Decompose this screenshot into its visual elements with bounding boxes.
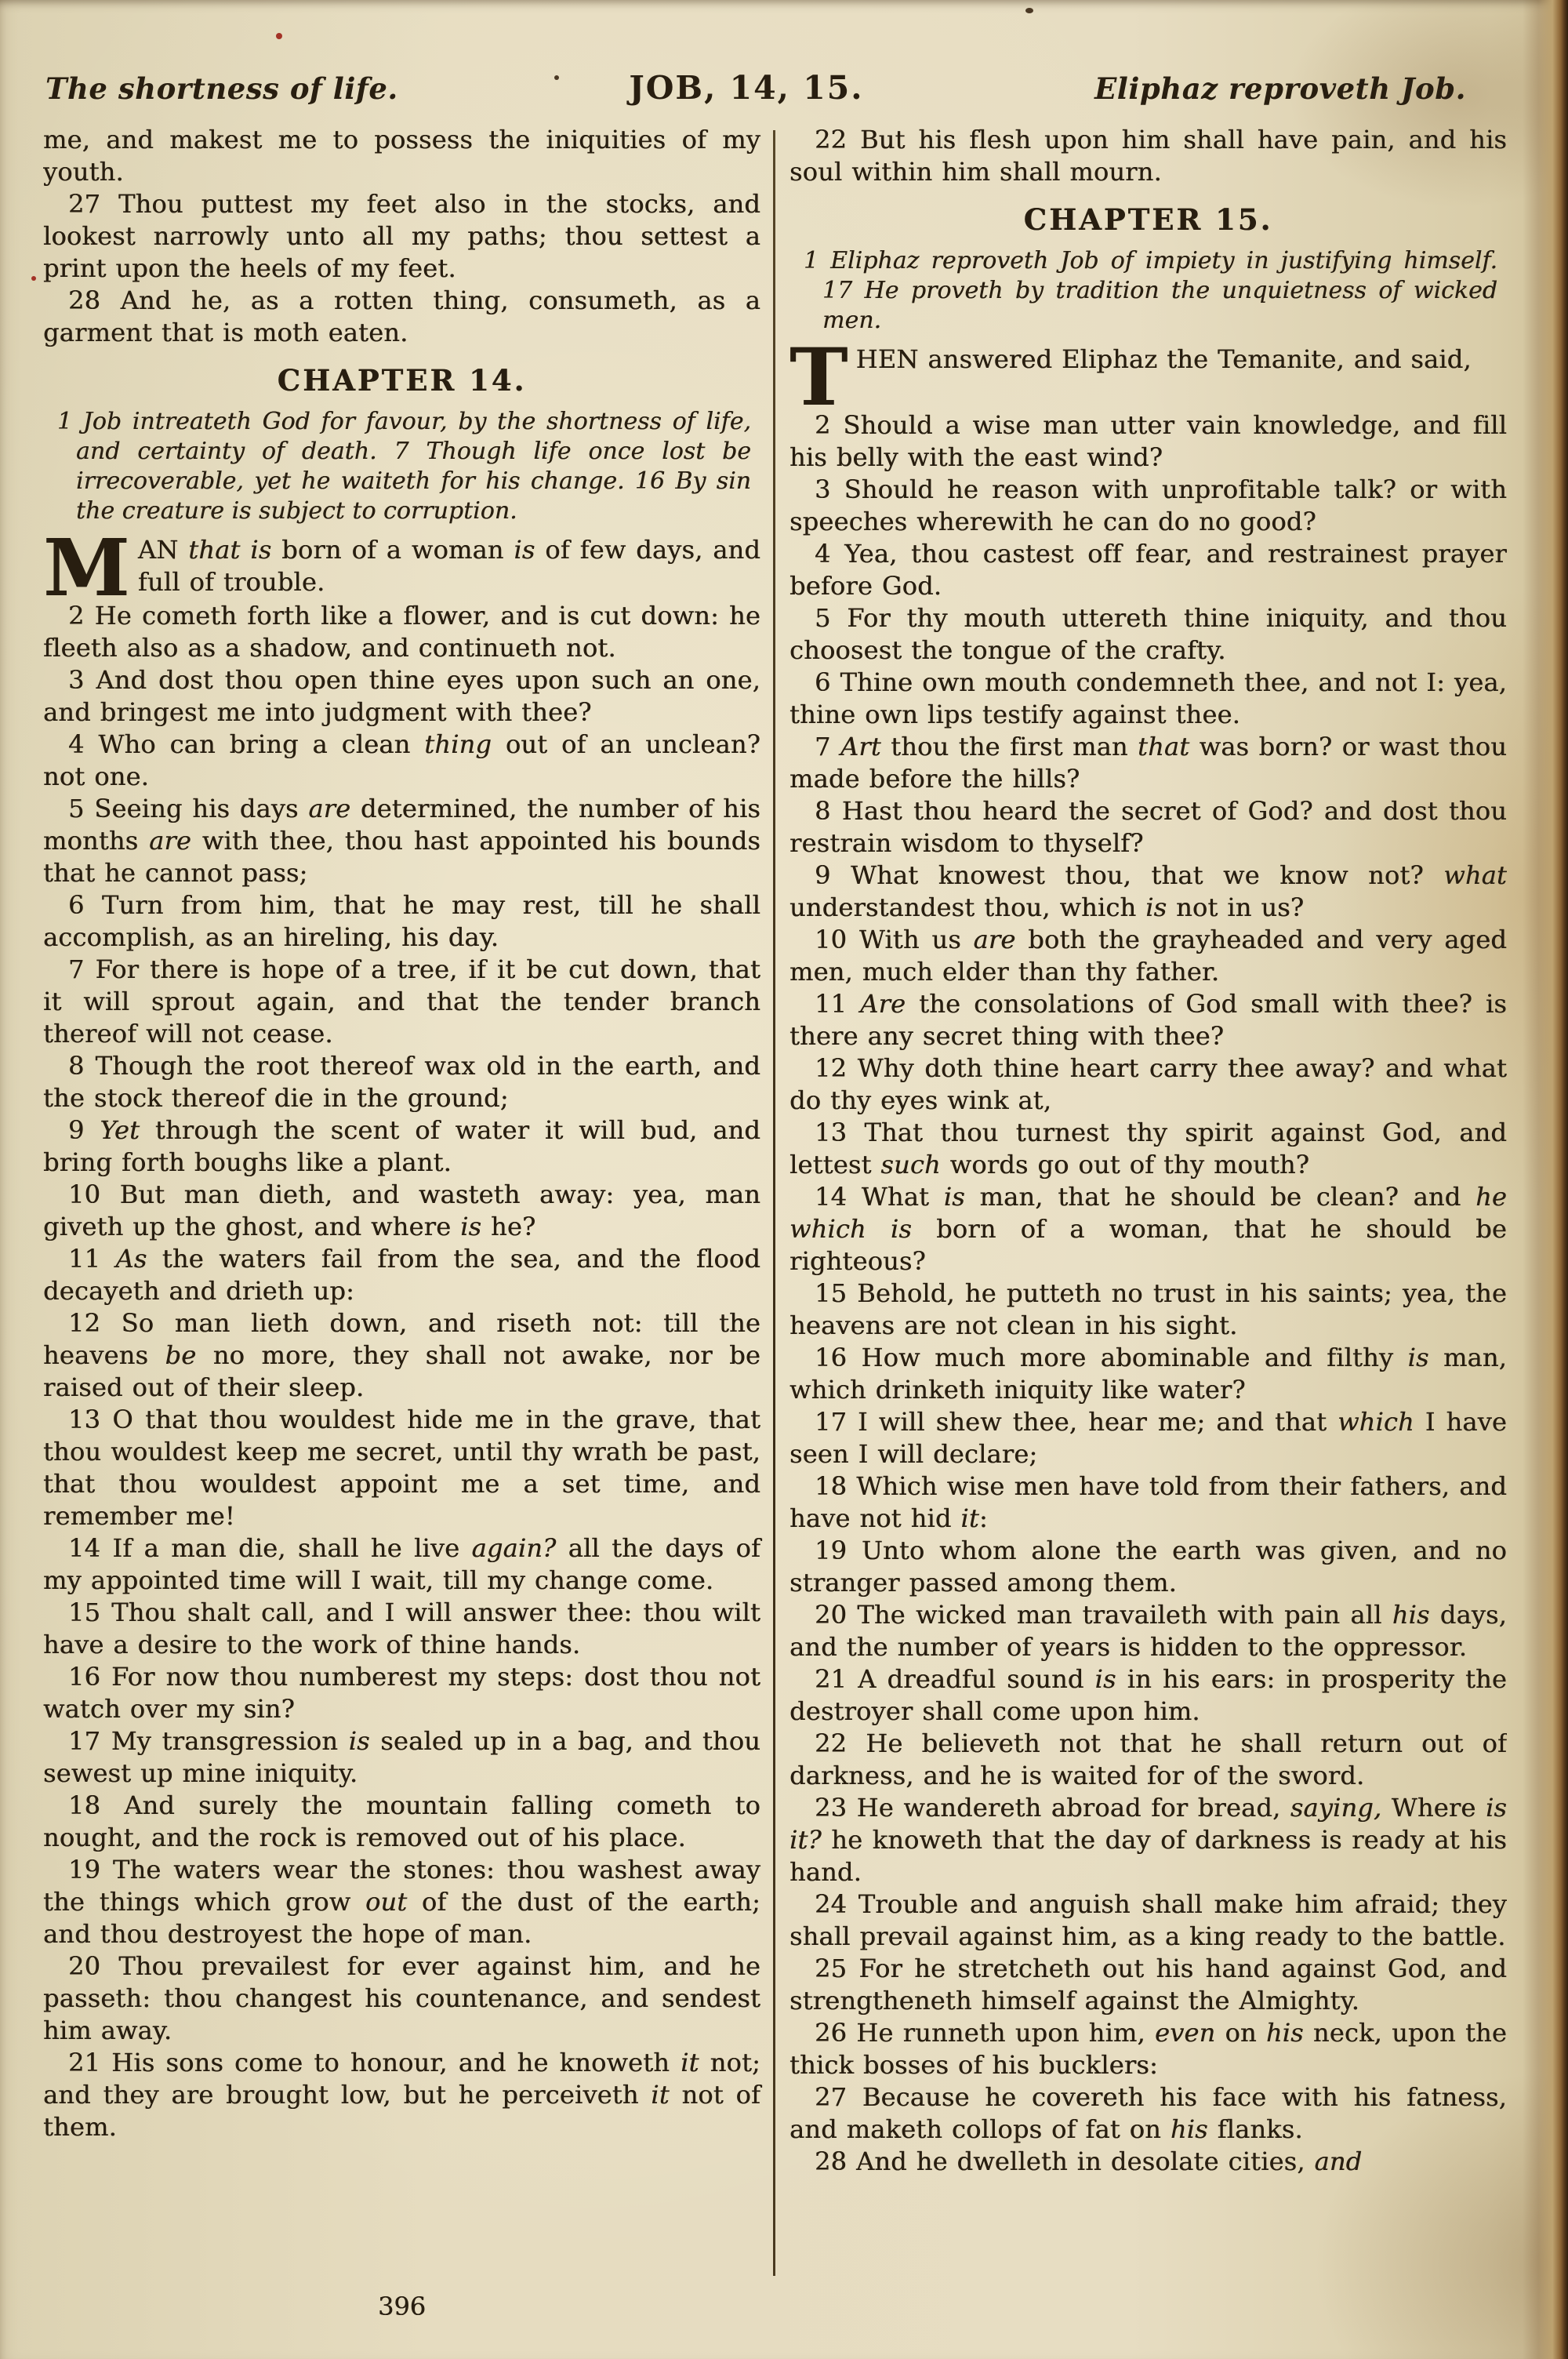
- verse: 22 He believeth not that he shall return out of darkness, and he is waited for of the sword.: [789, 1728, 1507, 1790]
- verse: 11 As the waters fail from the sea, and the flood decayeth and drieth up:: [43, 1244, 760, 1306]
- verse: 13 O that thou wouldest hide me in the grave, that thou wouldest keep me secret, until thy wrath be past, that thou wouldest appoint me a set time, and remember me!: [43, 1405, 760, 1531]
- ink-speck: [276, 33, 282, 39]
- verse: 28 And he dwelleth in desolate cities, and: [815, 2146, 1363, 2176]
- chapter-15-title: CHAPTER 15.: [1023, 202, 1273, 237]
- verse: 21 His sons come to honour, and he knoweth it not; and they are brought low, but he perceiveth it not of them.: [43, 2048, 760, 2142]
- verse: 10 With us are both the grayheaded and very aged men, much elder than thy father.: [789, 925, 1507, 987]
- verse: 19 Unto whom alone the earth was given, and no stranger passed among them.: [789, 1536, 1507, 1598]
- verse: 21 A dreadful sound is in his ears: in prosperity the destroyer shall come upon him.: [789, 1664, 1507, 1726]
- verse: 9 What knowest thou, that we know not? what understandest thou, which is not in us?: [789, 860, 1507, 922]
- verse: 3 Should he reason with unprofitable talk? or with speeches wherewith he can do no good?: [789, 474, 1507, 536]
- page-number: 396: [377, 2292, 426, 2321]
- verse-continuation: me, and makest me to possess the iniquities of my youth.: [43, 125, 760, 187]
- verse: 20 The wicked man travaileth with pain all his days, and the number of years is hidden to the oppressor.: [789, 1600, 1507, 1662]
- verse: 4 Yea, thou castest off fear, and restrainest prayer before God.: [789, 539, 1507, 601]
- verse: 24 Trouble and anguish shall make him afraid; they shall prevail against him, as a king ready to the battle.: [789, 1889, 1507, 1951]
- verse-dropcap-man: [43, 522, 761, 614]
- chapter-15-verses: [789, 409, 1507, 2178]
- verse: 17 My transgression is sealed up in a bag, and thou sewest up mine iniquity.: [43, 1726, 760, 1788]
- chapter-13-verses: [43, 188, 760, 349]
- verse: 16 How much more abominable and filthy is man, which drinketh iniquity like water?: [789, 1343, 1507, 1405]
- verse: 16 For now thou numberest my steps: dost thou not watch over my sin?: [43, 1662, 760, 1724]
- verse: 28 And he, as a rotten thing, consumeth, as a garment that is moth eaten.: [43, 285, 760, 347]
- verse: 23 He wandereth abroad for bread, saying, Where is it? he knoweth that the day of darkness is ready at his hand.: [789, 1793, 1507, 1887]
- right-column: [775, 124, 1507, 2351]
- left-column: [43, 124, 773, 2351]
- verse: 20 Thou prevailest for ever against him, and he passeth: thou changest his countenance, and sendest him away.: [43, 1951, 760, 2045]
- verse: 25 For he stretcheth out his hand against God, and strengtheneth himself against the Almighty.: [789, 1954, 1507, 2016]
- verse: 8 Hast thou heard the secret of God? and dost thou restrain wisdom to thyself?: [789, 796, 1507, 858]
- running-head-right: Eliphaz reproveth Job.: [1094, 71, 1466, 106]
- verse: 11 Are the consolations of God small with thee? is there any secret thing with thee?: [789, 989, 1507, 1051]
- verse: 17 I will shew thee, hear me; and that which I have seen I will declare;: [789, 1407, 1507, 1469]
- verse: 13 That thou turnest thy spirit against God, and lettest such words go out of thy mouth?: [789, 1118, 1507, 1180]
- verse: 3 And dost thou open thine eyes upon such an one, and bringest me into judgment with thee?: [43, 665, 760, 727]
- verse: 2 Should a wise man utter vain knowledge, and fill his belly with the east wind?: [789, 410, 1507, 472]
- verse: 14 What is man, that he should be clean? and he which is born of a woman, that he should be righteous?: [789, 1182, 1507, 1276]
- verse-text: AN that is born of a woman is of few days, and full of trouble.: [137, 535, 761, 597]
- verse-dropcap-then: [789, 331, 1507, 423]
- verse: 12 So man lieth down, and riseth not: till the heavens be no more, they shall not awake, nor be raised out of their sleep.: [43, 1308, 760, 1402]
- verse: 10 But man dieth, and wasteth away: yea, man giveth up the ghost, and where is he?: [43, 1180, 760, 1241]
- running-head-left: The shortness of life.: [45, 71, 398, 106]
- ink-speck: [554, 75, 559, 80]
- verse: 18 Which wise men have told from their fathers, and have not hid it:: [789, 1471, 1507, 1533]
- verse: 2 He cometh forth like a flower, and is cut down: he fleeth also as a shadow, and continueth not.: [43, 601, 760, 663]
- verse: 12 Why doth thine heart carry thee away? and what do thy eyes wink at,: [789, 1053, 1507, 1115]
- text-columns: [43, 124, 1507, 2351]
- verse: 15 Behold, he putteth no trust in his saints; yea, the heavens are not clean in his sight.: [789, 1278, 1507, 1340]
- verse: 9 Yet through the scent of water it will bud, and bring forth boughs like a plant.: [43, 1115, 760, 1177]
- verse: 27 Because he covereth his face with his fatness, and maketh collops of fat on his flanks.: [789, 2082, 1507, 2144]
- verse: 19 The waters wear the stones: thou washest away the things which grow out of the dust of the earth; and thou destroyest the hope of man.: [43, 1855, 760, 1949]
- verse: 6 Turn from him, that he may rest, till he shall accomplish, as an hireling, his day.: [43, 890, 760, 952]
- verse: 18 And surely the mountain falling cometh to nought, and the rock is removed out of his place.: [43, 1790, 760, 1852]
- verse: 8 Though the root thereof wax old in the earth, and the stock thereof die in the ground;: [43, 1051, 760, 1113]
- verse: 7 Art thou the first man that was born? or wast thou made before the hills?: [789, 732, 1507, 794]
- verse: 4 Who can bring a clean thing out of an unclean? not one.: [43, 729, 760, 791]
- verse-text: HEN answered Eliphaz the Temanite, and said,: [855, 344, 1472, 374]
- verse: 5 Seeing his days are determined, the number of his months are with thee, thou hast appointed his bounds that he cannot pass;: [43, 794, 760, 888]
- verse: 26 He runneth upon him, even on his neck, upon the thick bosses of his bucklers:: [789, 2018, 1507, 2080]
- verse: 27 Thou puttest my feet also in the stocks, and lookest narrowly unto all my paths; thou settest a print upon the heels of my feet.: [43, 189, 760, 283]
- chapter-14-summary: 1 Job intreateth God for favour, by the shortness of life, and certainty of death. 7 Though life once lost be irrecoverable, yet he waiteth for his change. 16 By sin the creature is subject to corruption.: [57, 408, 751, 525]
- chapter-14-title: CHAPTER 14.: [277, 363, 527, 398]
- verse: 5 For thy mouth uttereth thine iniquity, and thou choosest the tongue of the crafty.: [789, 603, 1507, 665]
- verse: 6 Thine own mouth condemneth thee, and not I: yea, thine own lips testify against thee.: [789, 667, 1507, 729]
- verse: 15 Thou shalt call, and I will answer thee: thou wilt have a desire to the work of thine hands.: [43, 1598, 760, 1659]
- verse: 14 If a man die, shall he live again? all the days of my appointed time will I wait, till my change come.: [43, 1533, 761, 1595]
- dropcap-initial-m: M: [43, 522, 130, 614]
- chapter-14-verses: [43, 600, 760, 2143]
- dropcap-initial-t: T: [789, 331, 848, 423]
- ink-speck: [1025, 8, 1033, 13]
- page-header: [45, 69, 1466, 107]
- chapter-15-summary: 1 Eliphaz reproveth Job of impiety in justifying himself. 17 He proveth by tradition the unquietness of wicked men.: [804, 247, 1497, 334]
- verse: 22 But his flesh upon him shall have pain, and his soul within him shall mourn.: [789, 125, 1507, 187]
- book-binding-edge: [1523, 0, 1568, 2359]
- chapter-14-closing-verses: [789, 124, 1507, 188]
- page-title: JOB, 14, 15.: [629, 69, 864, 107]
- verse: 7 For there is hope of a tree, if it be cut down, that it will sprout again, and that the tender branch thereof will not cease.: [43, 954, 760, 1049]
- ink-speck: [31, 276, 36, 281]
